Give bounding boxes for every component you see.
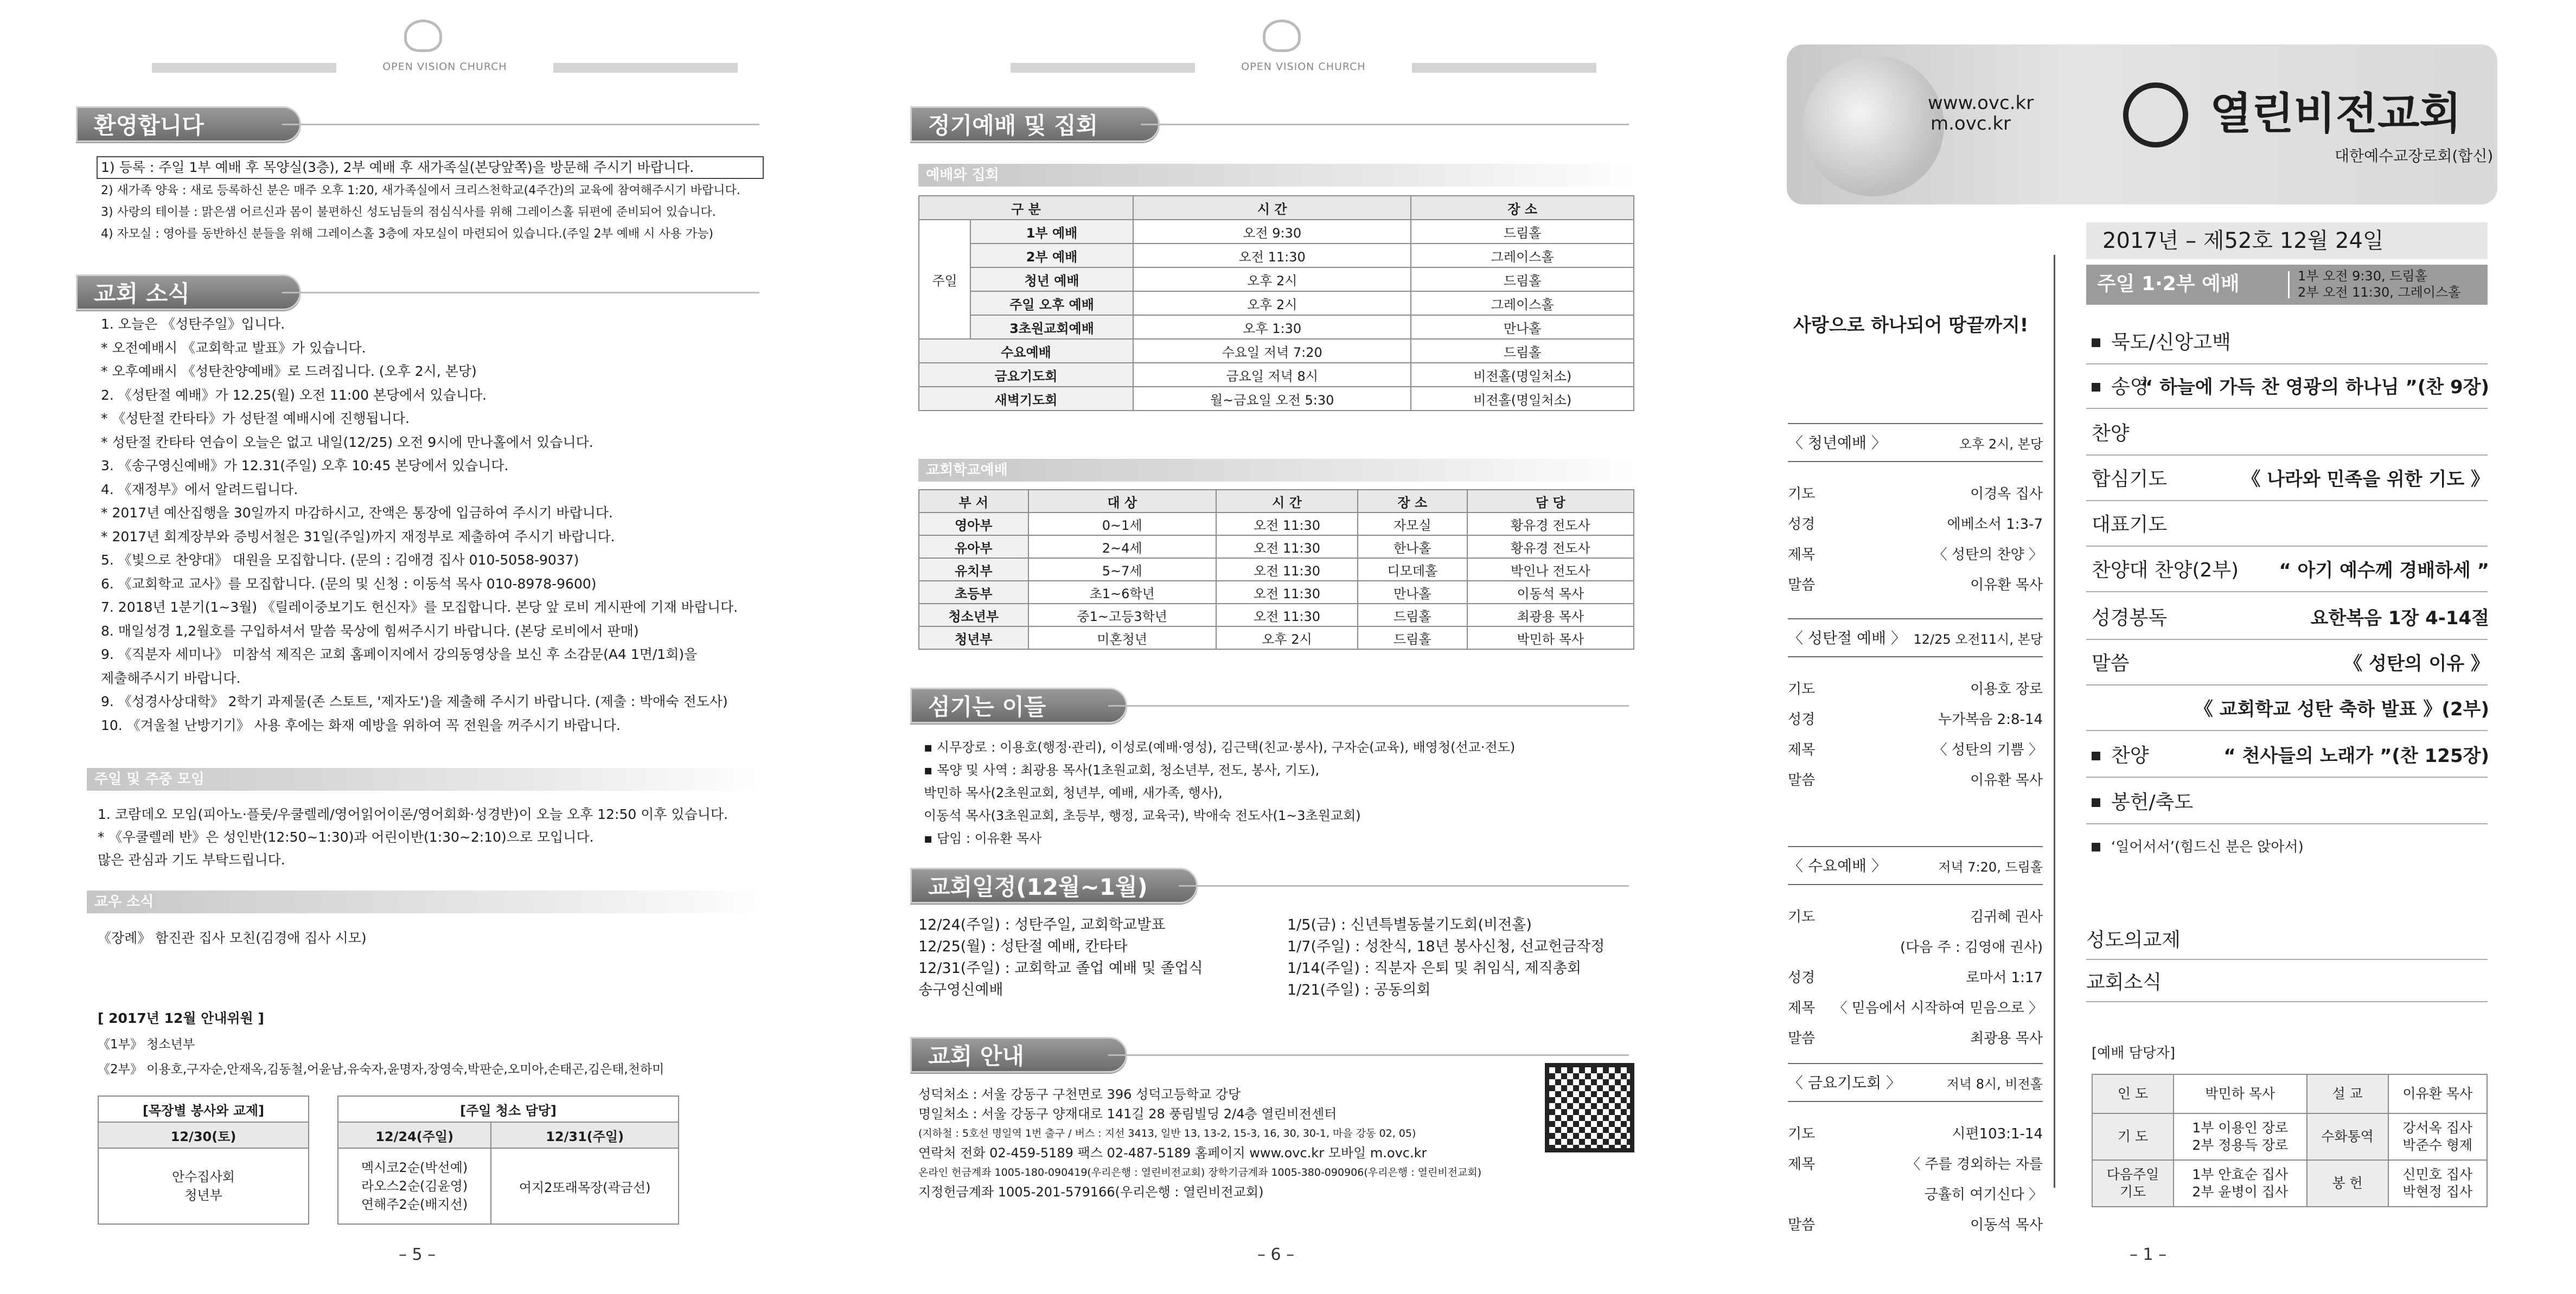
worship-cell: 드림홀 [1411,339,1634,363]
bullet-icon [2092,752,2100,760]
news-item: * 성탄절 칸타타 연습이 오늘은 없고 내일(12/25) 오전 9시에 만나홀에서 있습니다. [101,434,593,450]
duty-cell: 이유환 목사 [2388,1074,2487,1113]
page-1 [1717,0,2576,1294]
news-item: 1. 오늘은 《성탄주일》입니다. [101,316,285,332]
after-item: 교회소식 [2086,971,2162,994]
schedule-item: 1/5(금) : 신년특별동불기도회(비전홀) [1287,917,1532,933]
bullet-icon [2092,338,2100,347]
clean-title: [주일 청소 담당] [338,1096,679,1122]
worship-cell: 청년 예배 [970,267,1133,291]
news-title: 교회 소식 [76,274,301,310]
page-6 [859,0,1717,1294]
news-item: 제출해주시기 바랍니다. [101,670,241,686]
service-row-label: 말씀 [1788,577,1816,593]
service-row-label: 말씀 [1788,772,1816,789]
server-line: 이동석 목사(3초원교회, 초등부, 행정, 교육국), 박애숙 전도사(1~3초원교회) [924,808,1361,823]
service-row-label: 성경 [1788,712,1816,728]
schedule-item: 1/14(주일) : 직분자 은퇴 및 취임식, 제직총회 [1287,960,1582,977]
welcome-item: 1) 등록 : 주일 1부 예배 후 목양실(3층), 2부 예배 후 새가족실(본당앞쪽)을 방문해 주시기 바랍니다. [101,159,694,175]
cover-banner [1787,44,2497,204]
school-cell: 5~7세 [1028,558,1216,581]
worship-head: 구 분 [919,196,1133,220]
worship-cell: 그레이스홀 [1411,244,1634,267]
divider [2086,591,2488,592]
worship-cell: 수요일 저녁 7:20 [1133,339,1411,363]
school-cell: 드림홀 [1358,626,1467,649]
divider [1788,1101,2043,1102]
page-number: – 6 – [1257,1245,1295,1264]
page-number: – 1 – [2130,1245,2167,1264]
service-row-label: 기도 [1788,909,1816,925]
service-title: 주일 1·2부 예배 [2097,273,2240,295]
service-time: 저녁 7:20, 드림홀 [1938,860,2043,875]
guide-line: 연락처 전화 02-459-5189 팩스 02-487-5189 홈페이지 www.ovc.kr 모바일 m.ovc.kr [918,1145,1427,1161]
school-head: 대 상 [1028,490,1216,513]
guide-title: 교회 안내 [910,1037,1127,1073]
bullet-icon [2092,843,2100,851]
worship-cell: 오후 2시 [1133,291,1411,315]
service-row-label: 기도 [1788,1126,1816,1142]
duty-title: [예배 담당자] [2092,1045,2176,1061]
clean-a-line: 라오스2순(김윤영) [361,1178,468,1194]
service-name: 〈 청년예배 〉 [1788,434,1887,452]
brand-text: OPEN VISION CHURCH [1241,61,1366,73]
worship-cell: 오후 1:30 [1133,315,1411,339]
service-name: 〈 성탄절 예배 〉 [1788,629,1906,647]
divider [1141,124,1629,125]
schedule-item: 12/31(주일) : 교회학교 졸업 예배 및 졸업식 [918,960,1203,977]
school-cell: 오후 2시 [1216,626,1358,649]
worship-table [918,195,1634,411]
service-row-value: 로마서 1:17 [1966,970,2043,986]
school-cell: 0~1세 [1028,513,1216,535]
school-cell: 오전 11:30 [1216,513,1358,535]
denomination: 대한예수교장로회(합신) [2335,147,2494,165]
school-cell: 박민하 목사 [1467,626,1634,649]
service-row-value: 〈 성탄의 기쁨 〉 [1933,742,2043,758]
worship-cell: 그레이스홀 [1411,291,1634,315]
worship-sub: 예배와 집회 [918,164,1634,187]
worship-cell: 비전홀(명일처소) [1411,363,1634,387]
meal-body-line: 청년부 [184,1188,222,1203]
school-cell: 오전 11:30 [1216,558,1358,581]
divider [1788,846,2043,847]
schedule-item: 12/25(월) : 성탄절 예배, 칸타타 [918,938,1128,955]
worship-cell: 월~금요일 오전 5:30 [1133,387,1411,411]
divider [2086,408,2488,409]
divider [282,292,759,293]
member-item: 《장례》 함진관 집사 모친(김경애 집사 시모) [98,930,367,946]
url[interactable]: www.ovc.kr [1928,92,2034,114]
service-row-label: 말씀 [1788,1217,1816,1233]
worship-cell: 주일 오후 예배 [970,291,1133,315]
duty-cell: 1부 안효순 집사 2부 윤병이 집사 [2174,1160,2307,1207]
meal-body-line: 안수집사회 [172,1169,235,1184]
school-cell: 청년부 [919,626,1028,649]
meal-body [98,1148,309,1224]
worship-cell: 오전 9:30 [1133,220,1411,244]
news-item: 10. 《겨울철 난방기기》 사용 후에는 화재 예방을 위하여 꼭 전원을 꺼주시기 바랍니다. [101,717,621,733]
duty-cell: 수화통역 [2307,1113,2388,1160]
divider [2086,639,2488,640]
divider [1179,885,1629,887]
column-divider [2054,255,2055,1188]
after-item: 성도의교제 [2086,929,2181,951]
order-label: 송영 [2111,376,2149,398]
service-row-label: 제목 [1788,742,1816,758]
schedule-item: 1/7(주일) : 성찬식, 18년 봉사신청, 선교헌금작정 [1287,938,1605,955]
order-label: 말씀 [2092,652,2130,675]
server-line: ▪ 시무장로 : 이용호(행정·관리), 이성로(예배·영성), 김근택(친교·봉사), 구자순(교육), 배영청(선교·전도) [924,740,1516,755]
school-cell: 미혼청년 [1028,626,1216,649]
school-cell: 디모데홀 [1358,558,1467,581]
duty-cell: 기 도 [2092,1113,2174,1160]
server-line: ▪ 목양 및 사역 : 최광용 목사(1초원교회, 청소년부, 전도, 봉사, 기도), [924,763,1320,778]
worship-title: 정기예배 및 집회 [910,106,1160,142]
duty-table [2092,1074,2488,1207]
school-cell: 자모실 [1358,513,1467,535]
service-row-value: 〈 믿음에서 시작하여 믿음으로 〉 [1833,1000,2043,1016]
divider [2086,500,2488,501]
service-row-value: (다음 주 : 김영애 권사) [1900,939,2043,956]
weekly-item: * 《우쿨렐레 반》은 성인반(12:50~1:30)과 어린이반(1:30~2:10)으로 모입니다. [98,829,594,845]
news-item: 8. 매일성경 1,2월호를 구입하셔서 말씀 묵상에 힘써주시기 바랍니다. (본당 로비에서 판매) [101,623,639,639]
school-cell: 청소년부 [919,604,1028,626]
worship-cell: 1부 예배 [970,220,1133,244]
school-cell: 유치부 [919,558,1028,581]
cleaning-table [337,1096,679,1225]
school-cell: 2~4세 [1028,535,1216,558]
order-detail: “ 아기 예수께 경배하세 ” [2279,560,2489,581]
order-label: 찬양 [2092,422,2130,445]
divider [1108,705,1629,707]
divider [1788,423,2043,424]
service-row-value: 〈 주를 경외하는 자를 [1906,1156,2043,1173]
news-item: 7. 2018년 1분기(1~3월) 《릴레이중보기도 헌신자》를 모집합니다. 본당 앞 로비 게시판에 기재 바랍니다. [101,599,738,615]
clean-a-line: 멕시코2순(박선예) [361,1160,468,1175]
guide-line: 명일처소 : 서울 강동구 양재대로 141길 28 풍림빌딩 2/4층 열린비전센터 [918,1106,1337,1122]
clean-head: 12/24(주일) [338,1122,491,1148]
page-header [1011,20,1596,74]
worship-cell: 드림홀 [1411,220,1634,244]
divider [1788,656,2043,657]
mobile-url[interactable]: m.ovc.kr [1931,113,2011,134]
issue: 2017년 – 제52호 12월 24일 [2102,228,2384,253]
worship-cell: 수요예배 [919,339,1133,363]
duty-cell: 인 도 [2092,1074,2174,1113]
service-name: 〈 금요기도회 〉 [1788,1074,1902,1092]
service-row-value: 긍휼히 여기신다 〉 [1924,1187,2043,1203]
order-detail: “ 하늘에 가득 찬 영광의 하나님 ”(찬 9장) [2140,376,2489,398]
divider [2086,777,2488,778]
divider [2086,684,2488,686]
weekly-item: 1. 코람데오 모임(피아노·플룻/우쿨렐레/영어읽어이론/영어회화·성경반)이 오늘 오후 12:50 이후 있습니다. [98,806,728,822]
news-item: 5. 《빛으로 찬양대》 대원을 모집합니다. (문의 : 김애경 집사 010-5058-9037) [101,552,579,568]
weekly-item: 많은 관심과 기도 부탁드립니다. [98,852,285,868]
duty-cell: 박민하 목사 [2174,1074,2307,1113]
worship-cell: 새벽기도회 [919,387,1133,411]
duty-cell: 1부 이용인 장로 2부 정용득 장로 [2174,1113,2307,1160]
school-cell: 최광용 목사 [1467,604,1634,626]
news-item: 6. 《교회학교 교사》를 모집합니다. (문의 및 신청 : 이동석 목사 010-8978-9600) [101,575,597,592]
divider [1412,63,1596,73]
school-cell: 황유경 전도사 [1467,513,1634,535]
school-head: 장 소 [1358,490,1467,513]
clean-a [338,1148,491,1224]
service-time: 저녁 8시, 비전홀 [1946,1077,2043,1092]
worship-head: 시 간 [1133,196,1411,220]
order-label: 묵도/신앙고백 [2111,331,2231,354]
divider [1788,618,2043,619]
welcome-item: 3) 사랑의 테이블 : 맑은샘 어르신과 몸이 불편하신 성도님들의 점심식사를 위해 그레이스홀 뒤편에 준비되어 있습니다. [101,206,716,219]
guide-line: (지하철 : 5호선 명일역 1번 출구 / 버스 : 지선 3413, 일반 13, 13-2, 15-3, 16, 30, 30-1, 마을 강동 02, 05) [918,1128,1416,1139]
service-row-label: 말씀 [1788,1030,1816,1047]
service-row-label: 기도 [1788,486,1816,502]
server-line: 박민하 목사(2초원교회, 청년부, 예배, 새가족, 행사), [924,785,1223,800]
school-cell: 황유경 전도사 [1467,535,1634,558]
order-label: 성경봉독 [2092,607,2168,629]
school-cell: 오전 11:30 [1216,535,1358,558]
welcome-item: 4) 자모실 : 영아를 동반하신 분들을 위해 그레이스홀 3층에 자모실이 마련되어 있습니다.(주일 2부 예배 시 사용 가능) [101,227,714,241]
schedule-item: 12/24(주일) : 성탄주일, 교회학교발표 [918,917,1166,933]
divider [1788,1063,2043,1064]
service-row-value: 최광용 목사 [1970,1030,2043,1047]
worship-cell: 3초원교회예배 [970,315,1133,339]
order-label: 대표기도 [2092,514,2168,536]
duty-cell: 강서옥 집사 박준수 형제 [2388,1113,2487,1160]
church-logo-icon [404,20,442,52]
worship-cell: 오후 2시 [1133,267,1411,291]
service-row-value: 시편103:1-14 [1952,1126,2043,1142]
worship-cell: 드림홀 [1411,267,1634,291]
service-row-label: 성경 [1788,970,1816,986]
news-item: 9. 《직분자 세미나》 미참석 제직은 교회 홈페이지에서 강의동영상을 보신 후 소감문(A4 1면/1회)을 [101,646,698,662]
school-cell: 초1~6학년 [1028,581,1216,604]
order-detail: 《 교회학교 성탄 축하 발표 》(2부) [2194,699,2489,720]
service-row-label: 성경 [1788,516,1816,533]
divider [2086,959,2488,960]
welcome-item: 2) 새가족 양육 : 새로 등록하신 분은 매주 오후 1:20, 새가족실에서 크리스천학교(4주간)의 교육에 참여해주시기 바랍니다. [101,184,740,197]
order-label: ‘일어서서’(힘드신 분은 앉아서) [2111,839,2304,855]
page-5 [0,0,859,1294]
divider [1011,63,1195,73]
worship-cell: 비전홀(명일처소) [1411,387,1634,411]
service-row-label: 기도 [1788,681,1816,697]
school-cell: 드림홀 [1358,604,1467,626]
duty-cell: 설 교 [2307,1074,2388,1113]
schedule-item: 1/21(주일) : 공동의회 [1287,982,1431,998]
service-row-value: 에베소서 1:3-7 [1947,516,2043,533]
news-item: * 오후예배시 《성탄찬양예배》로 드려집니다. (오후 2시, 본당) [101,363,477,379]
service-row-value: 이유환 목사 [1970,577,2043,593]
order-detail: 《 나라와 민족을 위한 기도 》 [2242,469,2489,490]
news-item: 2. 《성탄절 예배》가 12.25(월) 오전 11:00 본당에서 있습니다. [101,387,487,403]
church-logo-icon [1263,20,1301,52]
divider [1788,461,2043,462]
school-cell: 오전 11:30 [1216,581,1358,604]
school-head: 부 서 [919,490,1028,513]
clean-a-line: 연해주2순(배지선) [361,1197,468,1212]
news-item: * 2017년 회계장부와 증빙서철은 31일(주일)까지 재정부로 제출하여 주시기 바랍니다. [101,528,615,544]
duty-cell: 봉 헌 [2307,1160,2388,1207]
school-cell: 박인나 전도사 [1467,558,1634,581]
school-head: 시 간 [1216,490,1358,513]
service-row-value: 누가복음 2:8-14 [1938,712,2043,728]
divider [2086,730,2488,731]
worship-cell: 오전 11:30 [1133,244,1411,267]
divider [2288,271,2290,298]
school-sub: 교회학교예배 [918,459,1634,482]
page-header [152,20,738,74]
service-name: 〈 수요예배 〉 [1788,857,1887,875]
order-detail: 요한복음 1장 4-14절 [2310,607,2489,629]
service-row-label: 제목 [1788,1000,1816,1016]
divider [2086,454,2488,456]
divider [553,63,738,73]
meal-table [98,1096,309,1225]
school-cell: 초등부 [919,581,1028,604]
order-label: 찬양대 찬양(2부) [2092,559,2239,581]
church-name: 열린비전교회 [2210,88,2462,139]
duty-cell: 다음주일 기도 [2092,1160,2174,1207]
service-row-value: 이경옥 집사 [1970,486,2043,502]
divider [1788,884,2043,885]
school-table [918,489,1634,650]
globe-icon [1803,55,1944,196]
school-cell: 유아부 [919,535,1028,558]
clean-head: 12/31(주일) [491,1122,679,1148]
worship-cell: 금요기도회 [919,363,1133,387]
worship-cell: 금요일 저녁 8시 [1133,363,1411,387]
service-row-value: 이동석 목사 [1970,1217,2043,1233]
school-cell: 오전 11:30 [1216,604,1358,626]
guide-line: 지정헌금계좌 1005-201-579166(우리은행 : 열린비전교회) [918,1184,1264,1200]
meal-date: 12/30(토) [98,1122,309,1148]
school-head: 담 당 [1467,490,1634,513]
school-cell: 중1~고등3학년 [1028,604,1216,626]
divider [152,63,336,73]
servers-title: 섬기는 이들 [910,688,1127,723]
bullet-icon [2092,383,2100,392]
news-item: 4. 《재정부》에서 알려드립니다. [101,481,298,497]
schedule-title: 교회일정(12월~1월) [910,868,1198,904]
guide-line: 성덕처소 : 서울 강동구 구천면로 396 성덕고등학교 강당 [918,1087,1241,1102]
news-item: * 오전예배시 《교회학교 발표》가 있습니다. [101,339,366,356]
clean-b: 여지2또래목장(곽금선) [491,1148,679,1224]
school-cell: 한나홀 [1358,535,1467,558]
guide-title: [ 2017년 12월 안내위원 ] [98,1010,264,1026]
brand-text: OPEN VISION CHURCH [382,61,507,73]
worship-cell: 2부 예배 [970,244,1133,267]
church-logo-icon [2123,82,2188,148]
service-time: 12/25 오전11시, 본당 [1913,632,2043,647]
worship-cell: 만나홀 [1411,315,1634,339]
worship-head: 장 소 [1411,196,1634,220]
service-row-label: 제목 [1788,1156,1816,1173]
qr-code-icon[interactable] [1545,1063,1634,1152]
bullet-icon [2092,798,2100,807]
divider [282,124,759,125]
guide-line: 《1부》 청소년부 [98,1037,195,1052]
news-item: 3. 《송구영신예배》가 12.31(주일) 오후 10:45 본당에서 있습니다. [101,458,509,473]
service-row-value: 이유환 목사 [1970,772,2043,789]
service-row-value: 〈 성탄의 찬양 〉 [1933,547,2043,563]
news-item: 9. 《성경사상대학》 2학기 과제물(존 스토트, '제자도')을 제출해 주시기 바랍니다. (제출 : 박애숙 전도사) [101,694,728,709]
worship-group: 주일 [919,220,970,339]
order-label: 찬양 [2111,745,2149,767]
divider [2086,823,2488,824]
member-title: 교우 소식 [87,891,759,913]
welcome-title: 환영합니다 [76,106,301,142]
divider [2086,546,2488,547]
server-line: ▪ 담임 : 이유환 목사 [924,831,1042,846]
school-cell: 만나홀 [1358,581,1467,604]
news-item: * 《성탄절 칸타타》가 성탄절 예배시에 진행됩니다. [101,411,410,426]
school-cell: 영아부 [919,513,1028,535]
guide-line: 《2부》 이용호,구자순,안재옥,김동철,어윤남,유숙자,윤명자,장영숙,박판순,오미아,손태곤,김은태,천하미 [98,1062,664,1077]
school-cell: 이동석 목사 [1467,581,1634,604]
service-row-value: 김귀혜 권사 [1970,909,2043,925]
divider [2086,363,2488,364]
divider [2086,1001,2488,1002]
guide-line: 온라인 헌금계좌 1005-180-090419(우리은행 : 열린비전교회) 장학기금계좌 1005-380-090906(우리은행 : 열린비전교회) [918,1167,1482,1178]
weekly-title: 주일 및 주중 모임 [87,768,759,791]
schedule-item: 송구영신예배 [918,982,1003,998]
order-detail: 《 성탄의 이유 》 [2344,653,2489,675]
page-number: – 5 – [399,1245,436,1264]
order-label: 봉헌/축도 [2111,791,2194,813]
news-item: * 2017년 예산집행을 30일까지 마감하시고, 잔액은 통장에 입금하여 주시기 바랍니다. [101,505,613,521]
service-time: 1부 오전 9:30, 드림홀 [2298,268,2427,284]
order-detail: “ 천사들의 노래가 ”(찬 125장) [2223,745,2489,767]
service-time: 오후 2시, 본당 [1959,437,2043,452]
meal-title: [목장별 봉사와 교제] [98,1096,309,1122]
divider [1108,1054,1629,1056]
service-row-value: 이용호 장로 [1970,681,2043,697]
order-label: 합심기도 [2092,468,2168,490]
motto: 사랑으로 하나되어 땅끝까지! [1793,315,2029,336]
service-time: 2부 오전 11:30, 그레이스홀 [2298,285,2461,300]
service-row-label: 제목 [1788,547,1816,563]
duty-cell: 신민호 집사 박현정 집사 [2388,1160,2487,1207]
